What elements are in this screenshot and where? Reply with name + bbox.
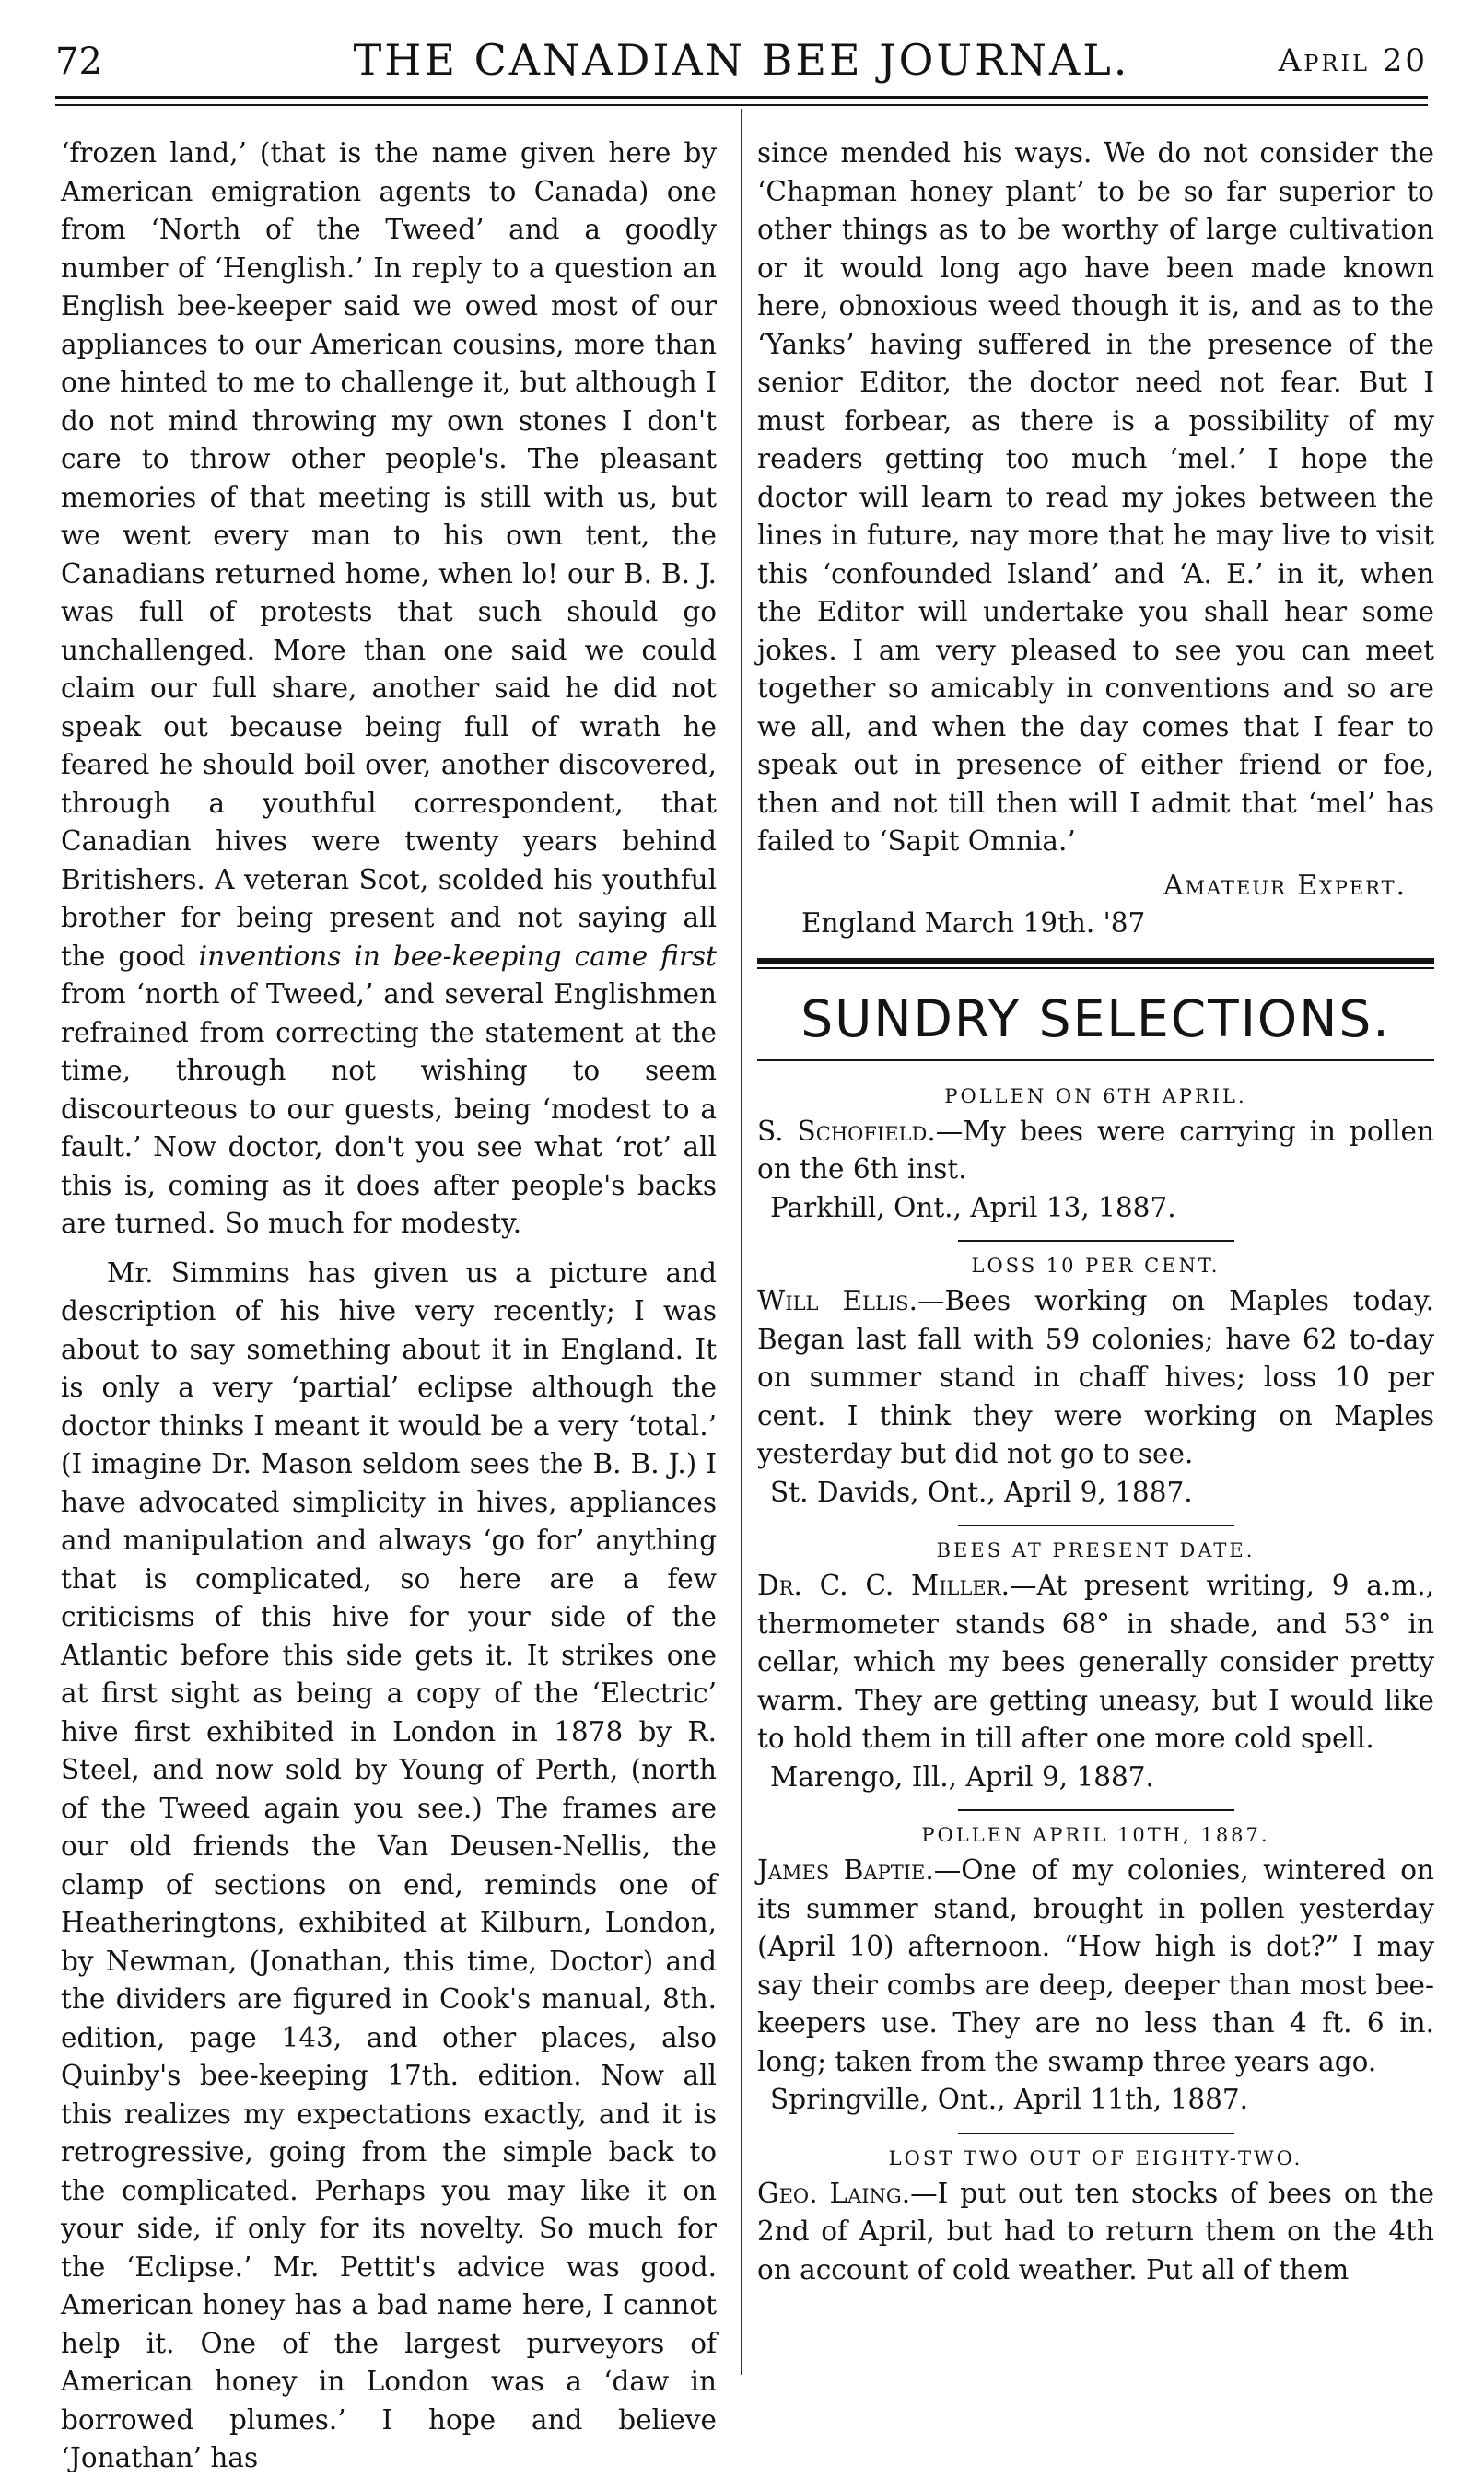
contributor-name: Geo. Laing.: [757, 2177, 911, 2209]
selection-item: [757, 1249, 1434, 1512]
contributor-name: Will Ellis.: [757, 1285, 917, 1316]
selection-body: [757, 1282, 1434, 1474]
separator-rule: [958, 2133, 1234, 2134]
article-continuation: since mended his ways. We do not consider the ‘Chapman honey plant’ to be so far superior to other things as to be worthy of large cultivation or it would long ago have been made known here, obnoxious weed though it is, and as to the ‘Yanks’ having suffered in the presence of the senior Editor, the doctor need not fear. But I must forbear, as there is a possibility of my readers getting too much ‘mel.’ I hope the doctor will learn to read my jokes between the lines in future, nay more that he may live to visit this ‘confounded Island’ and ‘A. E.’ in it, when the Editor will undertake you shall hear some jokes. I am very pleased to see you can meet together so amicably in conventions and so are we all, and when the day comes that I fear to speak out in presence of either friend or foe, then and not till then will I admit that ‘mel’ has failed to ‘Sapit Omnia.’: [757, 137, 1434, 857]
selection-place: Marengo, Ill., April 9, 1887.: [770, 1760, 1154, 1793]
selection-heading: POLLEN ON 6TH APRIL.: [944, 1084, 1247, 1107]
selection-place: St. Davids, Ont., April 9, 1887.: [770, 1476, 1193, 1508]
issue-date: April 20: [1278, 42, 1428, 79]
selection-item: [757, 1818, 1434, 2120]
article-paragraph: [61, 134, 717, 1244]
selection-body: [757, 1852, 1434, 2081]
selection-body: [757, 2175, 1434, 2290]
selection-heading: LOST TWO OUT OF EIGHTY-TWO.: [888, 2146, 1303, 2169]
italic-phrase: inventions in bee-keeping came first: [198, 940, 718, 972]
header-rule: [55, 96, 1428, 99]
separator-rule: [958, 1525, 1234, 1526]
selection-heading: LOSS 10 PER CENT.: [971, 1255, 1221, 1277]
column-divider: [741, 109, 742, 2375]
selection-body: [757, 1567, 1434, 1759]
selection-heading: POLLEN APRIL 10TH, 1887.: [921, 1824, 1270, 1846]
section-rule: [757, 958, 1434, 964]
journal-title: THE CANADIAN BEE JOURNAL.: [353, 35, 1130, 85]
separator-rule: [958, 1809, 1234, 1811]
selection-text: —I put out ten stocks of bees on the 2nd of April, but had to return them on the 4th on account of cold weather. Put all of them: [757, 2177, 1434, 2285]
page-header: [55, 35, 1428, 90]
right-column: [757, 134, 1434, 2289]
selection-item: [757, 1080, 1434, 1228]
selection-place: Springville, Ont., April 11th, 1887.: [770, 2084, 1249, 2115]
separator-rule: [958, 1240, 1234, 1242]
selection-place: Parkhill, Ont., April 13, 1887.: [770, 1191, 1176, 1223]
selection-item: [757, 2142, 1434, 2290]
section-title-rule: [757, 1059, 1434, 1061]
article-paragraph: Mr. Simmins has given us a picture and description of his hive very recently; I was about to say something about it in England. It is only a very ‘partial’ eclipse although the doctor thinks I meant it would be a very ‘total.’ (I imagine Dr. Mason seldom sees the B. B. J.) I have advocated simplicity in hives, appliances and manipulation and always ‘go for’ anything that is complicated, so here are a few criticisms of this hive for your side of the Atlantic before this side gets it. It strikes one at first sight as being a copy of the ‘Electric’ hive first exhibited in London in 1878 by R. Steel, and now sold by Young of Perth, (north of the Tweed again you see.) The frames are our old friends the Van Deusen-Nellis, the clamp of sections on end, reminds one of Heatheringtons, exhibited at Kilburn, London, by Newman, (Jonathan, this time, Doctor) and the dividers are figured in Cook's manual, 8th. edition, page 143, and other places, also Quinby's bee-keeping 17th. edition. Now all this realizes my expectations exactly, and it is retrogressive, going from the simple back to the complicated. Perhaps you may like it on your side, if only for its novelty. So much for the ‘Eclipse.’ Mr. Pettit's advice was good. American honey has a bad name here, I cannot help it. One of the largest purveyors of American honey in London was a ‘daw in borrowed plumes.’ I hope and believe ‘Jonathan’ has: [61, 1257, 717, 2473]
page-number: 72: [55, 41, 102, 83]
selection-text: —Bees working on Maples today. Began last fall with 59 colonies; have 62 to-day on summer stand in chaff hives; loss 10 per cent. I think they were working on Maples yesterday but did not go to see.: [757, 1285, 1434, 1469]
section-rule-thin: [757, 967, 1434, 969]
selection-item: [757, 1534, 1434, 1796]
author-signature: Amateur Expert.: [1163, 869, 1407, 901]
selection-text: —At present writing, 9 a.m., thermometer stands 68° in shade, and 53° in cellar, which my bees generally consider pretty warm. They are getting uneasy, but I would like to hold them in till after one more cold spell.: [757, 1570, 1434, 1754]
article-dateline: England March 19th. '87: [801, 907, 1146, 939]
selection-body: [757, 1113, 1434, 1189]
section-title: SUNDRY SELECTIONS.: [800, 988, 1391, 1048]
paragraph-text: ‘frozen land,’ (that is the name given here by American emigration agents to Canada) one from ‘North of the Tweed’ and a goodly number of ‘Henglish.’ In reply to a question an English bee-keeper said we owed most of our appliances to our American cousins, more than one hinted to me to challenge it, but although I do not mind throwing my own stones I don't care to throw other people's. The pleasant memories of that meeting is still with us, but we went every man to his own tent, the Canadians returned home, when lo! our B. B. J. was full of protests that such should go unchallenged. More than one said we could claim our full share, another said he did not speak out because being full of wrath he feared he should boil over, another discovered, through a youthful correspondent, that Canadian hives were twenty years behind Britishers. A veteran Scot, scolded his youthful brother for being present and not saying all the good: [61, 137, 717, 972]
selection-text: —My bees were carrying in pollen on the 6th inst.: [757, 1115, 1434, 1185]
selection-text: —One of my colonies, wintered on its summer stand, brought in pollen yesterday (April 10) afternoon. “How high is dot?” I may say their combs are deep, deeper than most bee-keepers use. They are no less than 4 ft. 6 in. long; taken from the swamp three years ago.: [757, 1854, 1434, 2077]
paragraph-text: from ‘north of Tweed,’ and several Englishmen refrained from correcting the statement at the time, through not wishing to seem discourteous to our guests, being ‘modest to a fault.’ Now doctor, don't you see what ‘rot’ all this is, coming as it does after people's backs are turned. So much for modesty.: [61, 978, 717, 1239]
left-column: [61, 134, 717, 2478]
header-rule-secondary: [55, 104, 1428, 106]
contributor-name: S. Schofield.: [757, 1115, 936, 1147]
contributor-name: Dr. C. C. Miller.: [757, 1570, 1010, 1601]
contributor-name: James Baptie.: [757, 1854, 934, 1886]
selection-heading: BEES AT PRESENT DATE.: [936, 1539, 1256, 1561]
